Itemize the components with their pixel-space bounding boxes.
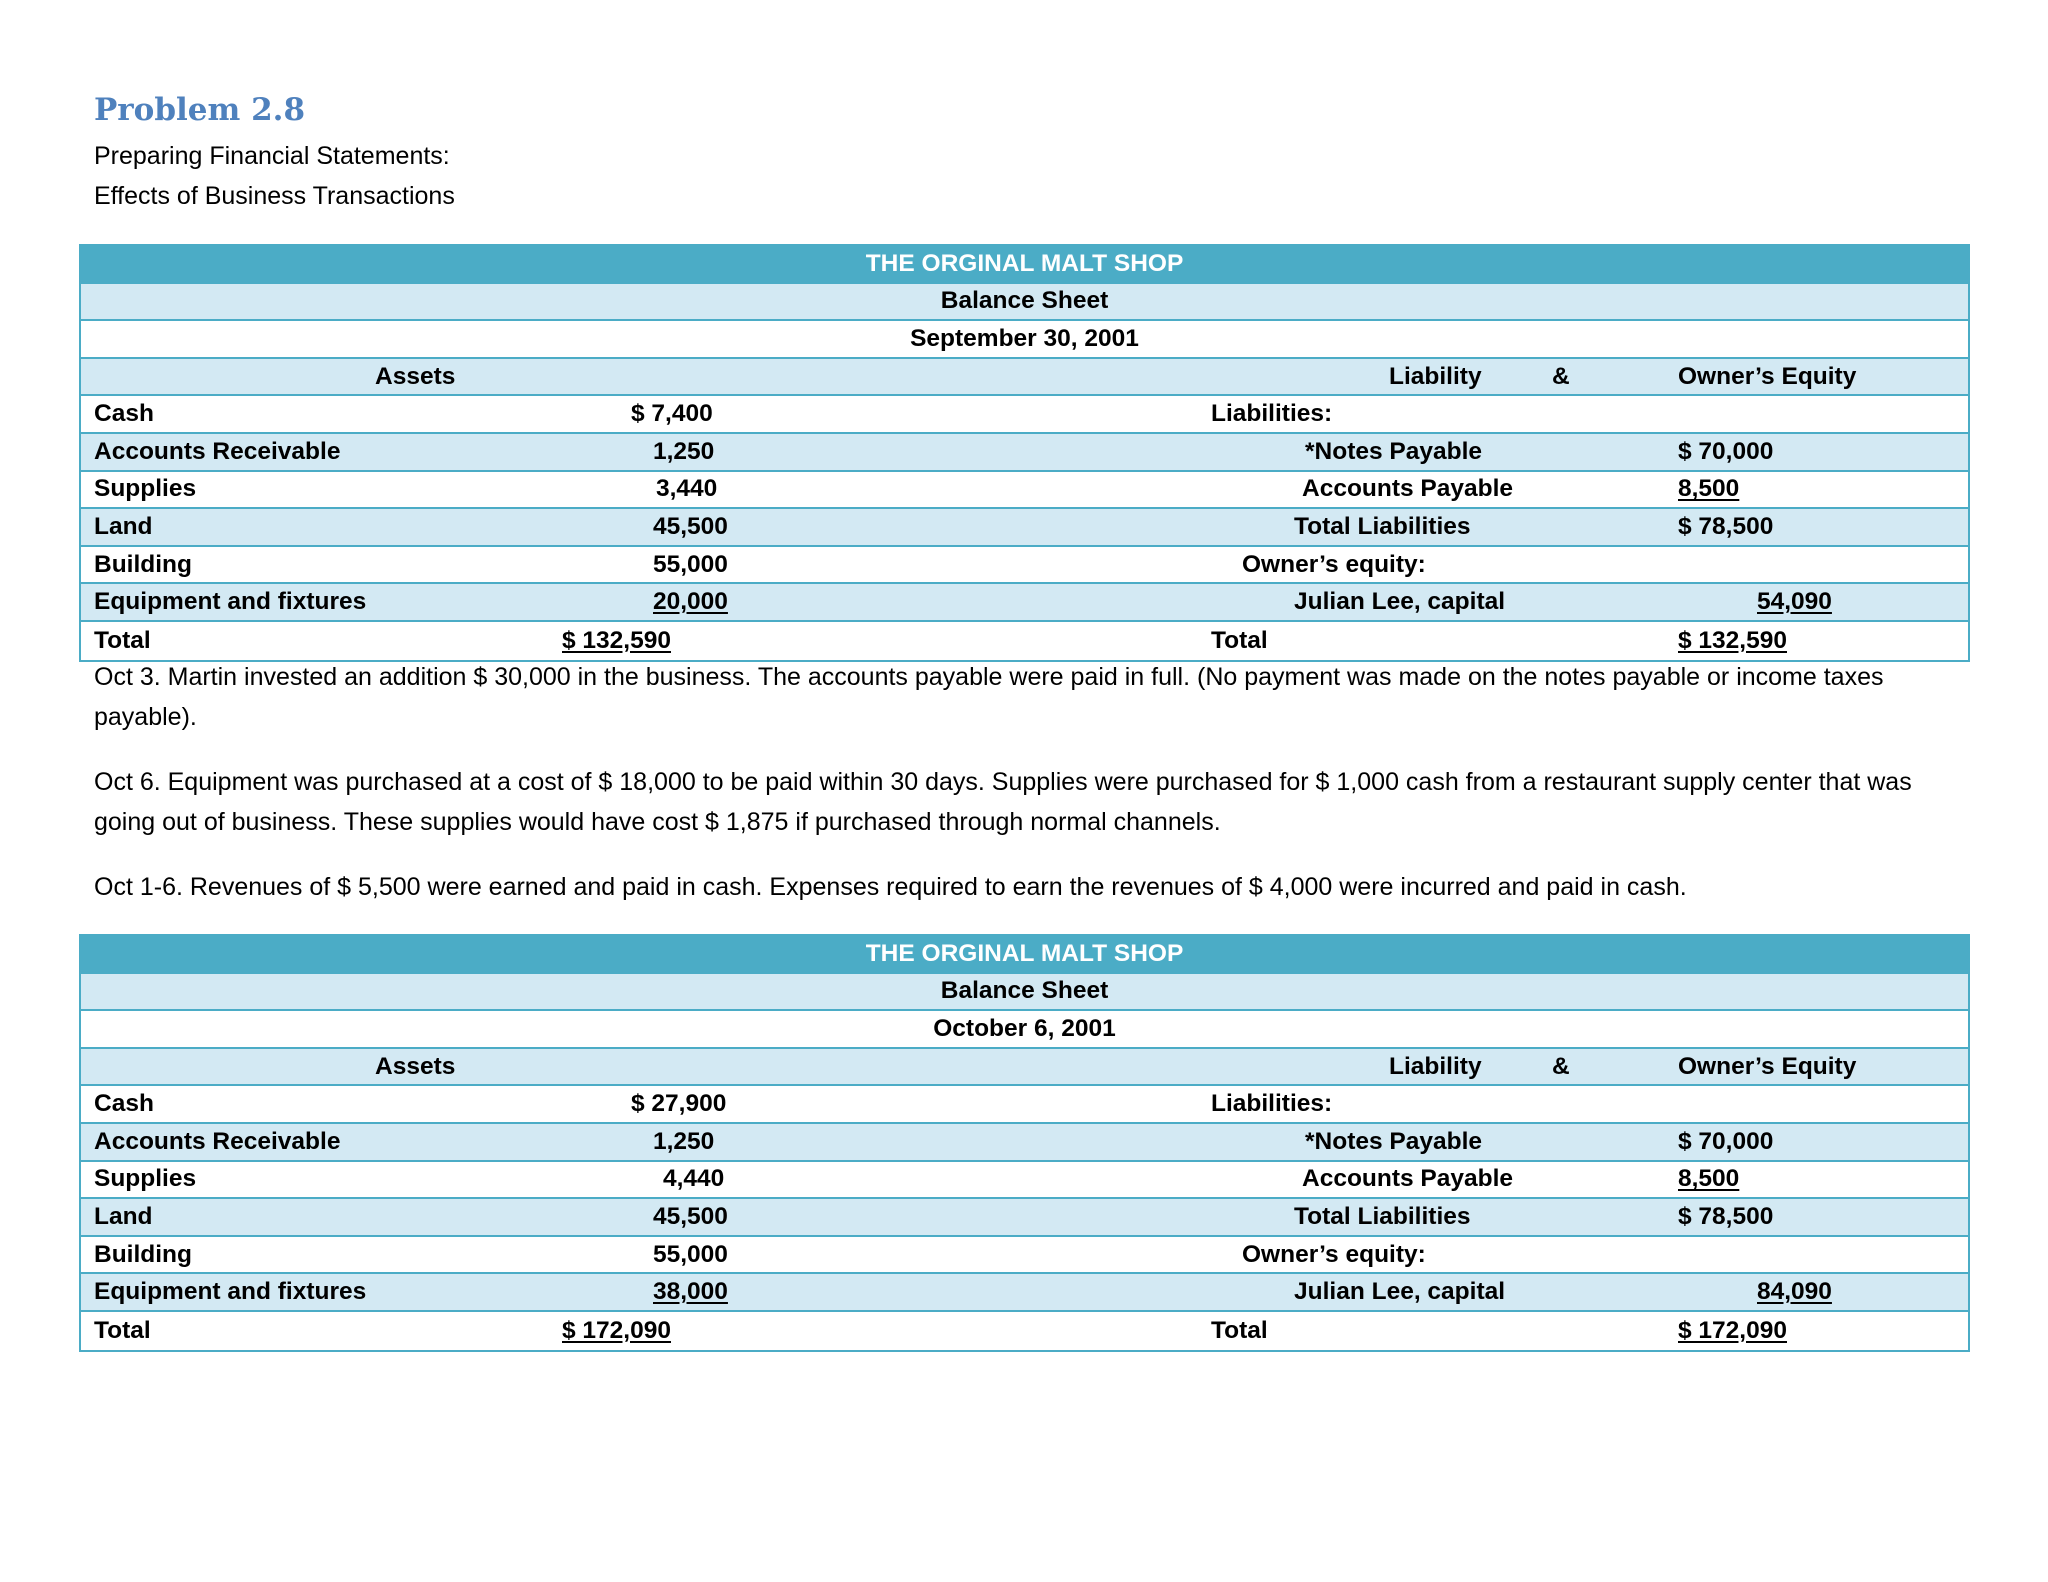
statement-title: Balance Sheet xyxy=(940,977,1109,1005)
assets-total-label: Total xyxy=(94,1316,151,1344)
table-row xyxy=(81,1124,1968,1162)
asset-value: 3,440 xyxy=(656,475,718,503)
table-row xyxy=(81,509,1968,547)
table-row xyxy=(81,1274,1968,1312)
total-row xyxy=(81,622,1968,660)
table-row xyxy=(81,1086,1968,1124)
assets-total-value: $ 172,090 xyxy=(562,1316,671,1344)
notes-payable-value: $ 70,000 xyxy=(1678,1127,1774,1155)
right-total-value: $ 132,590 xyxy=(1678,626,1787,654)
asset-value: 20,000 xyxy=(653,588,728,616)
statement-date: October 6, 2001 xyxy=(933,1014,1116,1042)
right-total-value: $ 172,090 xyxy=(1678,1316,1787,1344)
transaction-oct1-6: Oct 1-6. Revenues of $ 5,500 were earned and paid in cash. Expenses required to earn the revenues of $ 4,000 were incurred and paid in cash. xyxy=(94,873,1687,901)
balance-sheet-oct-6 xyxy=(79,934,1970,1352)
asset-label: Land xyxy=(94,512,153,540)
accounts-payable-value: 8,500 xyxy=(1678,1165,1740,1193)
statement-row xyxy=(81,974,1968,1012)
company-row xyxy=(81,936,1968,974)
asset-label: Building xyxy=(94,550,192,578)
assets-total-label: Total xyxy=(94,626,151,654)
asset-value: 45,500 xyxy=(653,512,728,540)
column-header-row xyxy=(81,1049,1968,1087)
total-liabilities-value: $ 78,500 xyxy=(1678,1202,1774,1230)
capital-value: 84,090 xyxy=(1757,1278,1832,1306)
asset-label: Equipment and fixtures xyxy=(94,1278,367,1306)
subtitle-line-1: Preparing Financial Statements: xyxy=(94,142,450,170)
asset-value: 55,000 xyxy=(653,550,728,578)
statement-title: Balance Sheet xyxy=(940,287,1109,315)
capital-label: Julian Lee, capital xyxy=(1294,588,1506,616)
subtitle-line-2: Effects of Business Transactions xyxy=(94,182,455,210)
asset-label: Accounts Receivable xyxy=(94,437,341,465)
company-row xyxy=(81,246,1968,284)
table-row xyxy=(81,547,1968,585)
transaction-oct6: Oct 6. Equipment was purchased at a cost of $ 18,000 to be paid within 30 days. Supplies were purchased for $ 1,000 cash from a restaurant supply center that was going out of business. These supplies would have cost $ 1,875 if purchased through normal channels. xyxy=(94,768,1912,836)
notes-payable-label: *Notes Payable xyxy=(1305,1127,1483,1155)
liabilities-label: Liabilities: xyxy=(1211,400,1333,428)
total-liabilities-label: Total Liabilities xyxy=(1294,512,1471,540)
right-total-label: Total xyxy=(1211,1316,1268,1344)
page-title: Problem 2.8 xyxy=(94,92,306,128)
date-row xyxy=(81,321,1968,359)
owners-equity-label: Owner’s equity: xyxy=(1242,1240,1426,1268)
accounts-payable-value: 8,500 xyxy=(1678,475,1740,503)
liability-header: Liability xyxy=(1389,1052,1482,1080)
total-row xyxy=(81,1312,1968,1350)
date-row xyxy=(81,1011,1968,1049)
liabilities-label: Liabilities: xyxy=(1211,1090,1333,1118)
ampersand-header: & xyxy=(1552,362,1570,390)
asset-value: 45,500 xyxy=(653,1202,728,1230)
ampersand-header: & xyxy=(1552,1052,1570,1080)
table-row xyxy=(81,584,1968,622)
table-row xyxy=(81,472,1968,510)
table-row xyxy=(81,1162,1968,1200)
asset-value: $ 7,400 xyxy=(631,400,713,428)
asset-value: 38,000 xyxy=(653,1278,728,1306)
asset-label: Land xyxy=(94,1202,153,1230)
notes-payable-value: $ 70,000 xyxy=(1678,437,1774,465)
assets-header: Assets xyxy=(375,1052,456,1080)
equity-header: Owner’s Equity xyxy=(1678,1052,1857,1080)
statement-date: September 30, 2001 xyxy=(910,324,1139,352)
notes-payable-label: *Notes Payable xyxy=(1305,437,1483,465)
liability-header: Liability xyxy=(1389,362,1482,390)
asset-value: 1,250 xyxy=(653,437,715,465)
equity-header: Owner’s Equity xyxy=(1678,362,1857,390)
column-header-row xyxy=(81,359,1968,397)
table-row xyxy=(81,1199,1968,1237)
owners-equity-label: Owner’s equity: xyxy=(1242,550,1426,578)
capital-label: Julian Lee, capital xyxy=(1294,1278,1506,1306)
asset-label: Cash xyxy=(94,1090,154,1118)
total-liabilities-label: Total Liabilities xyxy=(1294,1202,1471,1230)
assets-total-value: $ 132,590 xyxy=(562,626,671,654)
company-name: THE ORGINAL MALT SHOP xyxy=(865,939,1184,967)
asset-label: Building xyxy=(94,1240,192,1268)
total-liabilities-value: $ 78,500 xyxy=(1678,512,1774,540)
balance-sheet-sep-30 xyxy=(79,244,1970,662)
asset-label: Equipment and fixtures xyxy=(94,588,367,616)
asset-value: 4,440 xyxy=(663,1165,725,1193)
accounts-payable-label: Accounts Payable xyxy=(1302,475,1514,503)
accounts-payable-label: Accounts Payable xyxy=(1302,1165,1514,1193)
right-total-label: Total xyxy=(1211,626,1268,654)
transaction-oct3: Oct 3. Martin invested an addition $ 30,000 in the business. The accounts payable were paid in full. (No payment was made on the notes payable or income taxes payable). xyxy=(94,663,1884,731)
asset-label: Cash xyxy=(94,400,154,428)
statement-row xyxy=(81,284,1968,322)
table-row xyxy=(81,434,1968,472)
asset-value: $ 27,900 xyxy=(631,1090,727,1118)
asset-label: Accounts Receivable xyxy=(94,1127,341,1155)
table-row xyxy=(81,396,1968,434)
table-row xyxy=(81,1237,1968,1275)
asset-value: 55,000 xyxy=(653,1240,728,1268)
asset-label: Supplies xyxy=(94,475,197,503)
asset-label: Supplies xyxy=(94,1165,197,1193)
capital-value: 54,090 xyxy=(1757,588,1832,616)
assets-header: Assets xyxy=(375,362,456,390)
company-name: THE ORGINAL MALT SHOP xyxy=(865,249,1184,277)
asset-value: 1,250 xyxy=(653,1127,715,1155)
